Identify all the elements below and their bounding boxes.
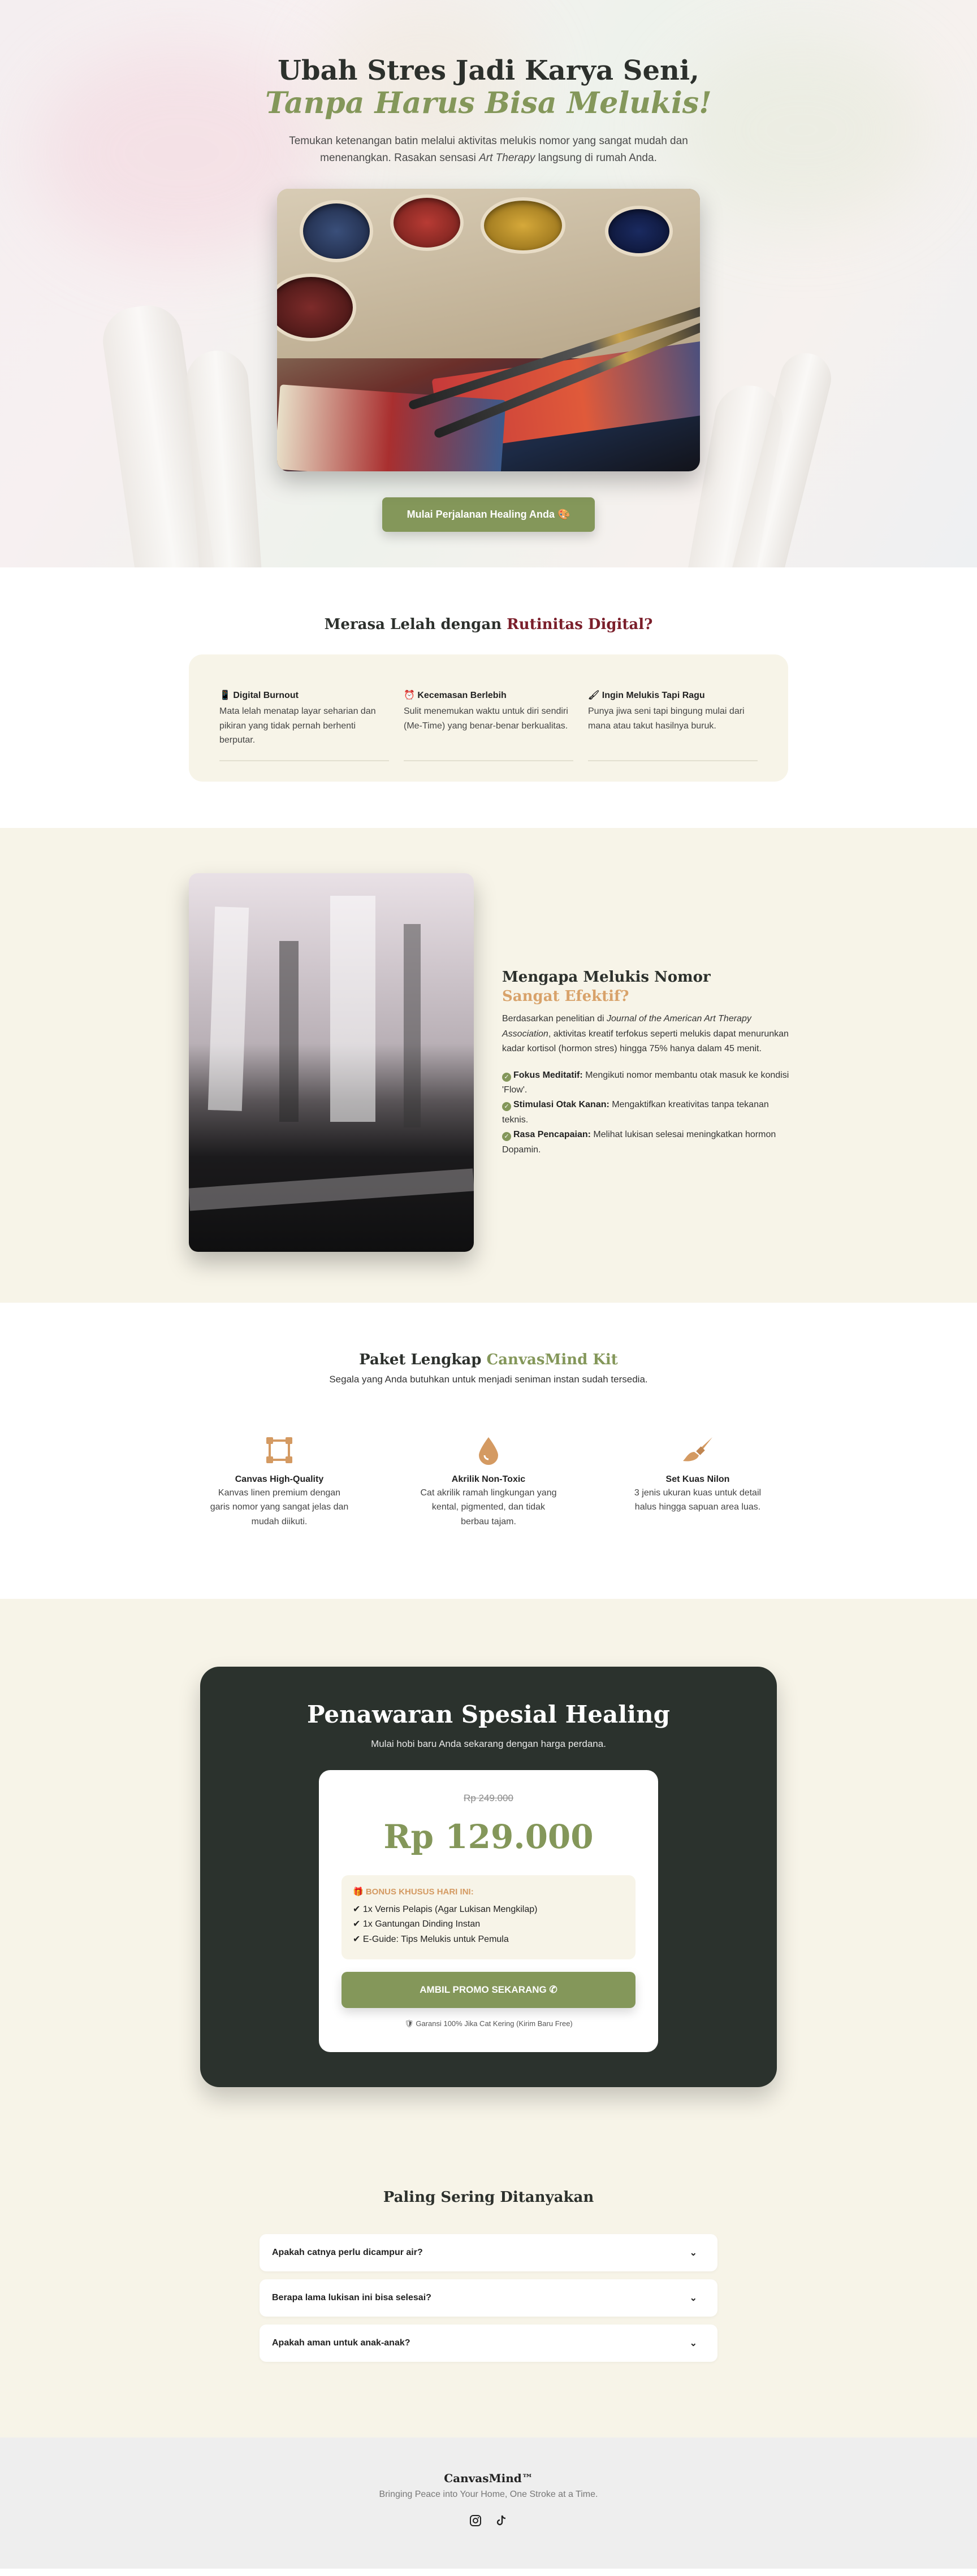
new-price: Rp 129.000: [383, 1817, 594, 1856]
benefit-text: Mengikuti nomor membantu otak masuk ke kondisi 'Flow'.: [502, 1070, 789, 1095]
benefit-item: [502, 1068, 792, 1098]
hero-cta-button[interactable]: Mulai Perjalanan Healing Anda 🎨: [382, 497, 595, 532]
benefit-text: Mengaktifkan kreativitas tanpa tekanan teknis.: [502, 1100, 769, 1125]
paint-well: [390, 194, 464, 251]
check-icon: ✔: [353, 1904, 363, 1914]
pain-item-title-text: Ingin Melukis Tapi Ragu: [602, 691, 705, 700]
chevron-down-icon: ⌄: [689, 2248, 697, 2258]
paint-stroke: [208, 907, 249, 1111]
pain-item-title: [219, 689, 389, 701]
paint-stroke: [404, 924, 421, 1127]
paint-well: [605, 206, 673, 257]
pain-section-title: [0, 616, 977, 633]
journal-name: Journal of the American Art Therapy Association: [502, 1014, 751, 1039]
buy-promo-button[interactable]: AMBIL PROMO SEKARANG ✆: [341, 1972, 636, 2008]
tiktok-icon[interactable]: [495, 2514, 508, 2530]
benefit-label: Rasa Pencapaian:: [513, 1130, 591, 1140]
hero-subtitle: [262, 133, 715, 167]
science-title-accent: Sangat Efektif?: [502, 987, 629, 1005]
offer-title: Penawaran Spesial Healing: [306, 1700, 671, 1728]
science-benefits-list: [502, 1068, 792, 1157]
hero-subtitle-emphasis: Art Therapy: [479, 152, 535, 164]
kit-subtitle: Segala yang Anda butuhkan untuk menjadi seniman instan sudah tersedia.: [329, 1373, 648, 1385]
paint-well: [300, 200, 373, 262]
bonus-item: [353, 1917, 624, 1932]
check-circle-icon: ✓: [502, 1073, 511, 1082]
instagram-icon[interactable]: [469, 2514, 482, 2530]
abstract-painting-image: [189, 873, 474, 1252]
hero-paint-palette-image: [277, 189, 700, 471]
hero-title-accent: Tanpa Harus Bisa Melukis!: [265, 86, 712, 121]
pain-title-highlight: Rutinitas Digital?: [507, 616, 653, 633]
bonus-item-text: E-Guide: Tips Melukis untuk Pemula: [362, 1934, 509, 1944]
kit-item: [209, 1435, 350, 1529]
paintbrush-icon: [627, 1435, 768, 1469]
faq-section: [0, 2161, 977, 2438]
paint-stroke: [189, 1168, 474, 1211]
faq-title: Paling Sering Ditanyakan: [383, 2188, 594, 2206]
faq-item[interactable]: [260, 2325, 717, 2362]
faq-question: Apakah catnya perlu dicampur air?: [272, 2247, 423, 2257]
science-intro: [502, 1012, 792, 1056]
science-text-block: [502, 968, 792, 1157]
pain-item-title-text: Digital Burnout: [233, 691, 299, 700]
kit-item-text: Kanvas linen premium dengan garis nomor yang sangat jelas dan mudah diikuti.: [210, 1488, 349, 1526]
bonus-list: [353, 1902, 624, 1947]
paint-stroke: [279, 941, 299, 1122]
kit-item-text: 3 jenis ukuran kuas untuk detail halus hingga sapuan area luas.: [634, 1488, 762, 1512]
check-circle-icon: ✓: [502, 1102, 511, 1111]
pain-item-title-text: Kecemasan Berlebih: [417, 691, 507, 700]
kit-section-title: [0, 1351, 977, 1368]
pain-item: [404, 689, 573, 761]
pain-item-title: [404, 689, 573, 701]
kit-item: [418, 1435, 559, 1529]
kit-item-title: Set Kuas Nilon: [665, 1474, 730, 1484]
footer-tagline: Bringing Peace into Your Home, One Stroke at a Time.: [379, 2489, 598, 2499]
pain-points-box: [189, 654, 788, 782]
footer-brand: CanvasMind™: [444, 2471, 533, 2485]
paint-well: [481, 197, 565, 254]
benefit-item: [502, 1098, 792, 1127]
footer: [0, 2438, 977, 2569]
science-title: [502, 968, 792, 1007]
science-intro-text: , aktivitas kreatif terfokus seperti melukis dapat menurunkan kadar kortisol (hormon stres) hingga 75% hanya dalam 45 menit.: [502, 1029, 789, 1054]
pain-item-text: Mata lelah menatap layar seharian dan pikiran yang tidak pernah berhenti berputar.: [219, 706, 376, 745]
faq-item[interactable]: [260, 2279, 717, 2317]
pain-points-section: [0, 567, 977, 828]
bonus-title: 🎁 BONUS KHUSUS HARI INI:: [353, 1887, 474, 1897]
kit-items-grid: [0, 1435, 977, 1529]
kit-section: [0, 1303, 977, 1599]
benefit-label: Fokus Meditatif:: [513, 1070, 583, 1080]
check-circle-icon: ✓: [502, 1132, 511, 1141]
bonus-item-text: 1x Gantungan Dinding Instan: [362, 1919, 481, 1929]
guarantee-note: 🛡 Garansi 100% Jika Cat Kering (Kirim Baru Free): [404, 2019, 573, 2028]
bonus-box: [341, 1875, 636, 1959]
paint-smear: [277, 384, 506, 471]
faq-item[interactable]: [260, 2234, 717, 2271]
science-intro-text: Berdasarkan penelitian di: [502, 1014, 607, 1024]
mobile-phone-icon: 📱: [219, 691, 231, 700]
check-icon: ✔: [353, 1919, 363, 1929]
hero-subtitle-text: Temukan ketenangan batin melalui aktivitas melukis nomor yang sangat mudah dan menenangkan. Rasakan sensasi: [289, 135, 688, 164]
paintbrush-icon: 🖌: [588, 691, 600, 700]
hero-title-line1: Ubah Stres Jadi Karya Seni,: [278, 55, 699, 86]
price-card: [319, 1770, 658, 2052]
chevron-down-icon: ⌄: [689, 2293, 697, 2303]
pain-title-prefix: Merasa Lelah dengan: [324, 616, 507, 633]
kit-title-prefix: Paket Lengkap: [359, 1351, 487, 1368]
clock-icon: ⏰: [404, 691, 415, 700]
offer-subtitle: Mulai hobi baru Anda sekarang dengan harga perdana.: [371, 1738, 606, 1749]
bonus-item: [353, 1932, 624, 1947]
kit-item-text: Cat akrilik ramah lingkungan yang kental, pigmented, dan tidak berbau tajam.: [420, 1488, 557, 1526]
offer-panel: [200, 1667, 777, 2087]
bonus-item: [353, 1902, 624, 1917]
faq-question: Apakah aman untuk anak-anak?: [272, 2338, 410, 2348]
benefit-text: Melihat lukisan selesai meningkatkan hormon Dopamin.: [502, 1130, 776, 1155]
canvas-frame-icon: [209, 1435, 350, 1469]
kit-title-highlight: CanvasMind Kit: [486, 1351, 618, 1368]
faq-question: Berapa lama lukisan ini bisa selesai?: [272, 2292, 431, 2302]
chevron-down-icon: ⌄: [689, 2338, 697, 2348]
hero-subtitle-text: langsung di rumah Anda.: [535, 152, 657, 164]
pain-item-text: Sulit menemukan waktu untuk diri sendiri (Me-Time) yang benar-benar berkualitas.: [404, 706, 568, 731]
benefit-item: [502, 1127, 792, 1157]
science-section: [0, 828, 977, 1303]
pain-item-text: Punya jiwa seni tapi bingung mulai dari mana atau takut hasilnya buruk.: [588, 706, 745, 731]
hero-section: [0, 0, 977, 567]
kit-item-title: Canvas High-Quality: [235, 1474, 324, 1484]
social-links: [0, 2514, 977, 2530]
pain-item-title: [588, 689, 758, 701]
bonus-item-text: 1x Vernis Pelapis (Agar Lukisan Mengkilap): [362, 1904, 538, 1914]
offer-section: [0, 1599, 977, 2161]
pain-item: [588, 689, 758, 761]
benefit-label: Stimulasi Otak Kanan:: [513, 1100, 609, 1110]
check-icon: ✔: [353, 1934, 363, 1944]
paint-stroke: [330, 896, 375, 1122]
old-price: Rp 249.000: [464, 1792, 513, 1803]
kit-item-title: Akrilik Non-Toxic: [451, 1474, 526, 1484]
science-title-text: Mengapa Melukis Nomor: [502, 968, 711, 986]
hero-title: [0, 55, 977, 120]
paint-drop-icon: [418, 1435, 559, 1469]
pain-item: [219, 689, 389, 761]
kit-item: [627, 1435, 768, 1529]
faq-list: [260, 2234, 717, 2362]
